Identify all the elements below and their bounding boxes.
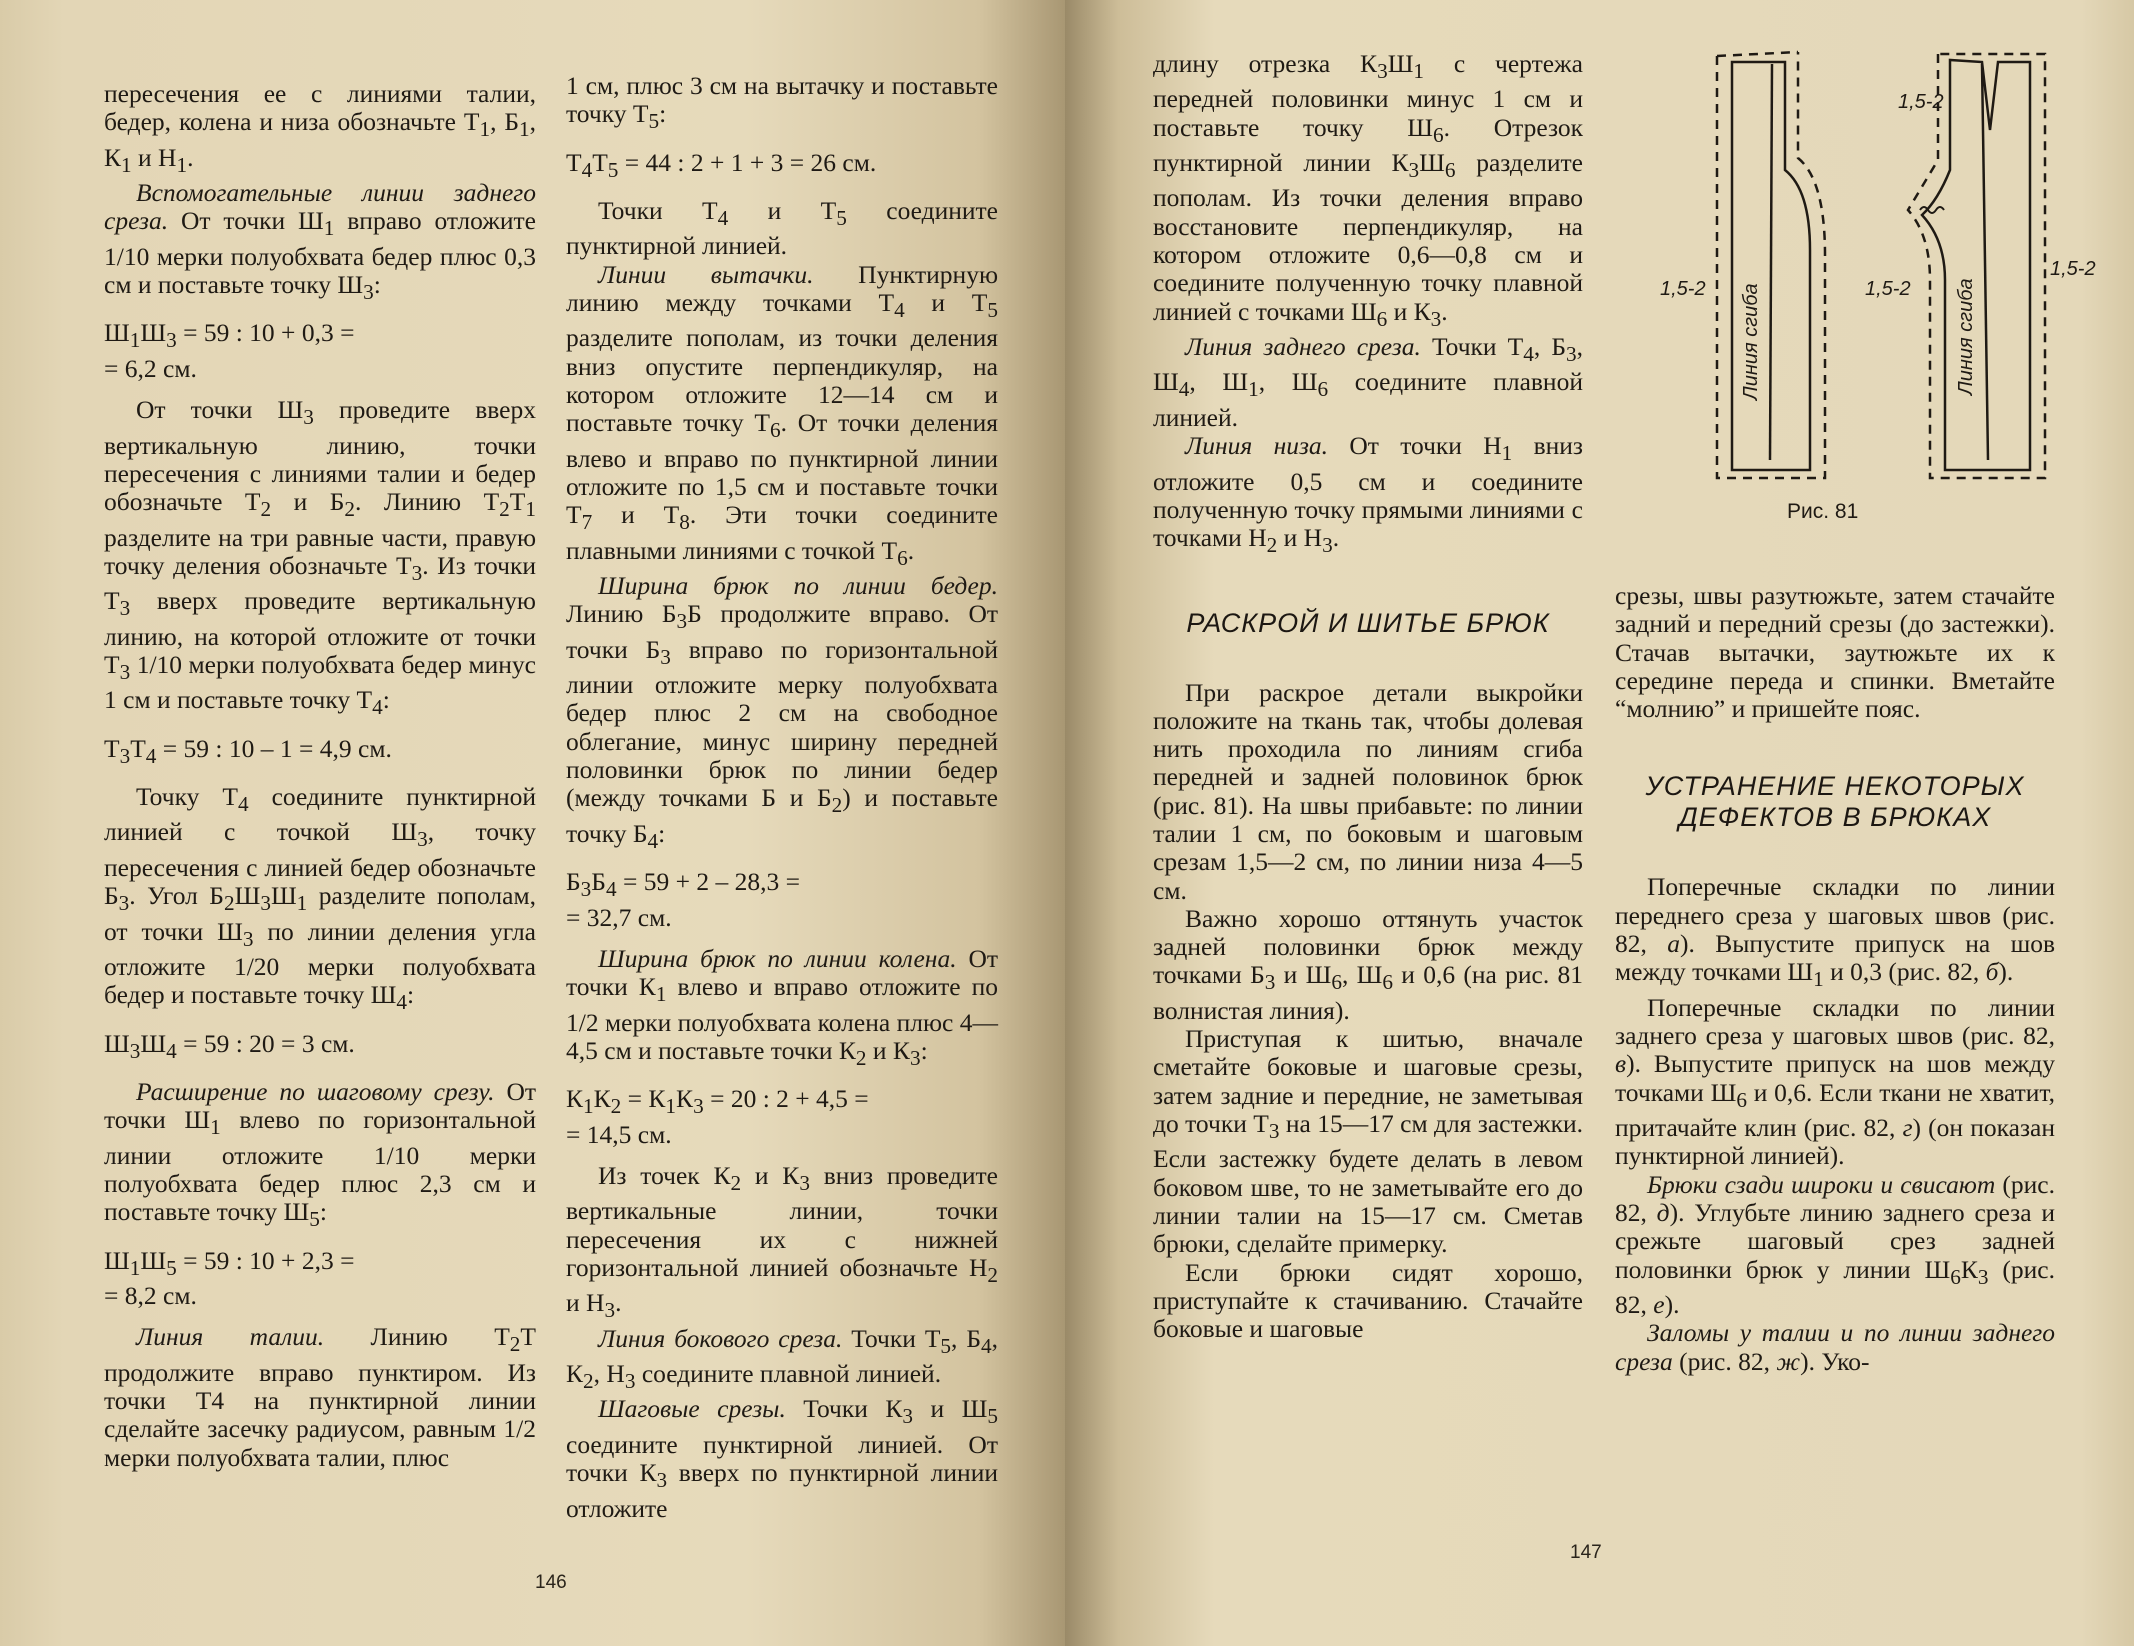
left-page-column-2 — [566, 72, 998, 1523]
paragraph: Линия заднего среза. Точки $Т_4$, $Б_3$, $Ш_4$, $Ш_1$, $Ш_6$ соедините плавной линией. — [1153, 332, 1583, 432]
paragraph: Важно хорошо оттянуть участок задней половинки брюк между точками $Б_3$ и $Ш_6$, $Ш_6$ и 0,6 (на рис. 81 волнистая линия). — [1153, 903, 1583, 1025]
paragraph: Приступая к шитью, вначале сметайте боковые и шаговые срезы, затем задние и передние, не заметывая до точки $Т_3$ на 15—17 см для застежки. Если застежку будете делать в левом боковом шве, то не заметывайте его до линии талии на 15—17 см. Сметав брюки, сделайте примерку. — [1153, 1024, 1583, 1259]
paragraph: 1 см, плюс 3 см на вытачку и поставьте точку $Т_5$: — [566, 71, 998, 134]
page-number-left: 146 — [535, 1572, 567, 1593]
label-fold-line-front: Линия сгиба — [1740, 283, 1762, 400]
right-page-column-1 — [1153, 50, 1583, 1344]
paragraph: срезы, швы разутюжьте, затем стачайте задний и передний срезы (до застежки). Стачав вытачки, заутюжьте их к середине переда и спинки. Вметайте “молнию” и пришейте пояс. — [1615, 581, 2055, 724]
paragraph: От точки $Ш_3$ проведите вверх вертикальную линию, точки пересечения с линиями талии и бедер обозначьте $Т_2$ и $Б_2$. Линию $Т_2Т_1$ разделите на три равные части, правую точку деления обозначьте $Т_3$. Из точки $Т_3$ вверх проведите вертикальную линию, на которой отложите от точки $Т_3$ 1/10 мерки полуобхвата бедер минус 1 см и поставьте точку $Т_4$: — [104, 395, 537, 720]
paragraph: Расширение по шаговому срезу. От точки $Ш_1$ влево по горизонтальной линии отложите 1/10 мерки полуобхвата бедер плюс 2,3 см и поставьте точку $Ш_5$: — [104, 1077, 536, 1232]
paragraph: Поперечные складки по линии переднего среза у шаговых швов (рис. 82, а). Выпустите припуск на шов между точками $Ш_1$ и 0,3 (рис. 82, б). — [1615, 872, 2055, 992]
paragraph: Линия бокового среза. Точки $Т_5$, $Б_4$, $К_2$, $Н_3$ соедините плавной линией. — [566, 1323, 998, 1394]
paragraph: Точку $Т_4$ соедините пунктирной линией с точкой $Ш_3$, точку пересечения с линией бедер обозначьте $Б_3$. Угол $Б_2Ш_3Ш_1$ разделите пополам, от точки $Ш_3$ по линии деления угла отложите 1/20 мерки полуобхвата бедер и поставьте точку $Ш_4$: — [104, 782, 536, 1015]
page-number-right: 147 — [1570, 1542, 1602, 1563]
paragraph: Точки $Т_4$ и $Т_5$ соедините пунктирной линией. — [566, 196, 998, 261]
paragraph: Вспомогательные линии заднего среза. От точки $Ш_1$ вправо отложите 1/10 мерки полуобхвата бедер плюс 0,3 см и поставьте точку $Ш_3$: — [104, 178, 536, 305]
formula-line: $Т_4Т_5 = 44$ : 2 + 1 + 3 = 26 см. — [566, 147, 877, 182]
paragraph: Заломы у талии и по линии заднего среза (рис. 82, ж). Уко- — [1615, 1318, 2055, 1376]
figure-81-pattern-drawing — [1620, 50, 2096, 490]
right-page — [1065, 0, 2134, 1646]
figure-81-caption: Рис. 81 — [1787, 500, 1859, 523]
trouser-pattern-svg — [1620, 50, 2096, 490]
paragraph: Поперечные складки по линии заднего среза у шаговых швов (рис. 82, в). Выпустите припуск на шов между точками $Ш_6$ и 0,6. Если ткани не хватит, притачайте клин (рис. 82, г) (он показан пунктирной линией). — [1615, 992, 2055, 1171]
paragraph: Линии вытачки. Пунктирную линию между точками $Т_4$ и $Т_5$ разделите пополам, из точки деления вниз опустите перпендикуляр, на котором отложите 12—14 см и поставьте точку $Т_6$. От точки деления влево и вправо по пунктирной линии отложите по 1,5 см и поставьте точки $Т_7$ и $Т_8$. Эти точки соедините плавными линиями с точкой $Т_6$. — [566, 259, 998, 570]
paragraph: Шаговые срезы. Точки $К_3$ и $Ш_5$ соедините пунктирной линией. От точки $К_3$ вверх по пунктирной линии отложите — [566, 1394, 998, 1523]
formula-line: $Б_3Б_4 = 59 + 2 - 28,3$ = = 32,7 см. — [566, 867, 800, 932]
section-heading: УСТРАНЕНИЕ НЕКОТОРЫХ ДЕФЕКТОВ В БРЮКАХ — [1645, 771, 2025, 833]
formula-line: $Т_3Т_4 = 59$ : 10 – 1 = 4,9 см. — [104, 733, 392, 768]
paragraph: Линия низа. От точки $Н_1$ вниз отложите 0,5 см и соедините полученную точку прямыми линиями с точками $Н_2$ и $Н_3$. — [1153, 431, 1583, 558]
label-fold-line-back: Линия сгиба — [1955, 278, 1977, 395]
label-seam-1: 1,5-2 — [1898, 91, 1944, 113]
formula-line: $Ш_1Ш_5 = 59$ : 10 + 2,3 = = 8,2 см. — [104, 1245, 355, 1311]
left-page-column-1 — [104, 80, 536, 1472]
paragraph: Ширина брюк по линии колена. От точки $К_1$ влево и вправо отложите по 1/2 мерки полуобхвата колена плюс 4—4,5 см и поставьте точки $К_2$ и $К_3$: — [566, 943, 999, 1070]
paragraph: длину отрезка $К_3Ш_1$ с чертежа передней половинки минус 1 см и поставьте точку $Ш_6$. Отрезок пунктирной линии $К_3Ш_6$ разделите пополам. Из точки деления вправо восстановите перпендикуляр, на котором отложите 0,6—0,8 см и соедините полученную точку плавной линией с точками $Ш_6$ и $К_3$. — [1153, 49, 1584, 331]
paragraph: пересечения ее с линиями талии, бедер, колена и низа обозначьте $Т_1$, $Б_1$, $К_1$ и $Н_1$. — [104, 79, 536, 177]
paragraph: Ширина брюк по линии бедер. Линию $Б_3Б$ продолжите вправо. От точки $Б_3$ вправо по горизонтальной линии отложите мерку полуобхвата бедер плюс 2 см на свободное облегание, минус ширину передней половинки брюк по линии бедер (между точками Б и $Б_2$) и поставьте точку $Б_4$: — [566, 571, 998, 853]
formula-line: $Ш_3Ш_4 = 59$ : 20 = 3 см. — [104, 1028, 355, 1063]
paragraph: Линия талии. Линию $Т_2Т$ продолжите вправо пунктиром. Из точки Т4 на пунктирной линии сделайте засечку радиусом, равным 1/2 мерки полуобхвата талии, плюс — [104, 1322, 536, 1472]
front-half-outline — [1732, 62, 1810, 470]
section-heading: РАСКРОЙ И ШИТЬЕ БРЮК — [1186, 607, 1550, 638]
formula-line: $К_1К_2 = К_1К_3 = 20$ : 2 + 4,5 = = 14,5 см. — [566, 1084, 869, 1149]
label-seam-4: 1,5-2 — [2050, 258, 2096, 280]
label-seam-2: 1,5-2 — [1660, 278, 1706, 300]
paragraph: Брюки сзади широки и свисают (рис. 82, д). Углубьте линию заднего среза и срежьте шаговый срез задней половинки брюк у линии $Ш_6К_3$ (рис. 82, е). — [1615, 1169, 2055, 1319]
formula-line: $Ш_1Ш_3 = 59$ : 10 + 0,3 = = 6,2 см. — [104, 318, 355, 383]
left-page — [0, 0, 1065, 1646]
back-seam-allowance — [1908, 54, 2045, 478]
paragraph: При раскрое детали выкройки положите на ткань так, чтобы долевая нить проходила по линиям сгиба передней и задней половинок брюк (рис. 81). На швы прибавьте: по линии талии 1 см, по боковым и шаговым срезам 1,5—2 см, по линии низа 4—5 см. — [1153, 677, 1583, 905]
right-page-column-2 — [1615, 582, 2055, 1376]
paragraph: Если брюки сидят хорошо, приступайте к стачиванию. Стачайте боковые и шаговые — [1153, 1257, 1583, 1344]
paragraph: Из точек $К_2$ и $К_3$ вниз проведите вертикальные линии, точки пересечения их с нижней горизонтальной линией обозначьте $Н_2$ и $Н_3$. — [566, 1160, 998, 1323]
label-seam-3: 1,5-2 — [1865, 278, 1911, 300]
